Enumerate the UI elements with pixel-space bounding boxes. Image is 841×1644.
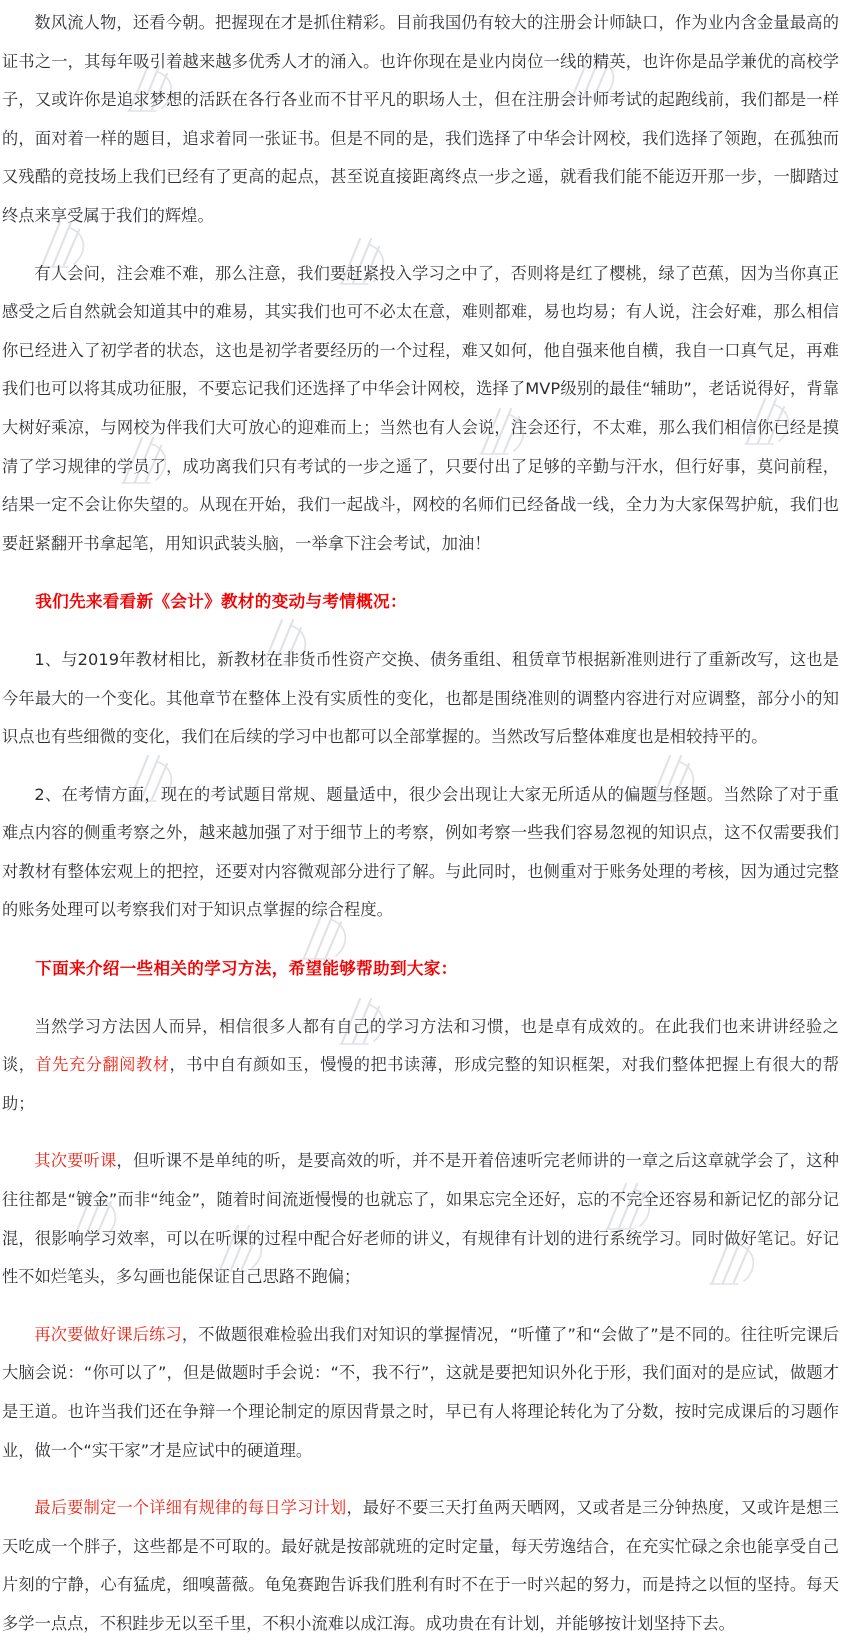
paragraph-method-4-study-plan (2, 1489, 839, 1643)
text-run: ，但听课不是单纯的听，是要高效的听，并不是开着倍速听完老师讲的一章之后这章就学会了，这种往往都是“镀金”而非“纯金”，随着时间流逝慢慢的也就忘了，如果忘完全还好，忘的不完全还容易和新记忆的部分记混，很影响学习效率，可以在听课的过程中配合好老师的讲义，有规律有计划的进行系统学习。同时做好笔记。好记性不如烂笔头，多勾画也能保证自己思路不跑偏； (2, 1151, 839, 1287)
text-run: ，最好不要三天打鱼两天晒网，又或者是三分钟热度，又或许是想三天吃成一个胖子，这些都是不可取的。最好就是按部就班的定时定量，每天劳逸结合，在充实忙碌之余也能享受自己片刻的宁静，心有猛虎，细嗅蔷薇。龟兔赛跑告诉我们胜利有时不在于一时兴起的努力，而是持之以恒的坚持。每天多学一点点，不积跬步无以至千里，不积小流难以成江海。成功贵在有计划，并能够按计划坚持下去。 (2, 1498, 839, 1633)
document-body (2, 4, 839, 1644)
paragraph-intro (2, 4, 839, 236)
text-run: ，书中自有颜如玉，慢慢的把书读薄，形成完整的知识框架，对我们整体把握上有很大的帮助； (2, 1055, 839, 1113)
text-run: ，不做题很难检验出我们对知识的掌握情况，“听懂了”和“会做了”是不同的。往往听完课后大脑会说：“你可以了”，但是做题时手会说：“不，我不行”，这就是要把知识外化于形，我们面对的是应试，做题才是王道。也许当我们还在争辩一个理论制定的原因背景之时，早已有人将理论转化为了分数，按时完成课后的习题作业，做一个“实干家”才是应试中的硬道理。 (2, 1324, 839, 1460)
text-run: 有人会问，注会难不难，那么注意，我们要赶紧投入学习之中了，否则将是红了樱桃，绿了芭蕉，因为当你真正感受之后自然就会知道其中的难易，其实我们也可不必太在意，难则都难，易也均易；有人说，注会好难，那么相信你已经进入了初学者的状态，这也是初学者要经历的一个过程，难又如何，他自强来他自横，我自一口真气足，再难我们也可以将其成功征服，不要忘记我们还选择了中华会计网校，选择了MVP级别的最佳“辅助”，老话说得好，背靠大树好乘凉，与网校为伴我们大可放心的迎难而上；当然也有人会说，注会还行，不太难，那么我们相信你已经是摸清了学习规律的学员了，成功离我们只有考试的一步之遥了，只要付出了足够的辛勤与汗水，但行好事，莫问前程，结果一定不会让你失望的。从现在开始，我们一起战斗，网校的名师们已经备战一线，全力为大家保驾护航，我们也要赶紧翻开书拿起笔，用知识武装头脑，一举拿下注会考试，加油！ (2, 263, 839, 553)
paragraph-point-1 (2, 641, 839, 757)
text-run: 1、与2019年教材相比，新教材在非货币性资产交换、债务重组、租赁章节根据新准则进行了重新改写，这也是今年最大的一个变化。其他章节在整体上没有实质性的变化，也都是围绕准则的调整内容进行对应调整，部分小的知识点也有些细微的变化，我们在后续的学习中也都可以全部掌握的。当然改写后整体难度也是相较持平的。 (2, 649, 839, 747)
paragraph-method-2-listen-class (2, 1142, 839, 1296)
paragraph-method-1-read-textbook (2, 1008, 839, 1124)
paragraph-point-2 (2, 776, 839, 930)
highlighted-phrase: 最后要制定一个详细有规律的每日学习计划 (34, 1498, 347, 1518)
text-run: 当然学习方法因人而异，相信很多人都有自己的学习方法和习惯，也是卓有成效的。在此我们也来讲讲经验之谈， (2, 1016, 839, 1075)
heading-textbook-changes: 我们先来看看新《会计》教材的变动与考情概况： (35, 592, 407, 612)
highlighted-phrase: 首先充分翻阅教材 (35, 1055, 170, 1075)
paragraph-method-3-practice (2, 1316, 839, 1470)
heading-study-methods: 下面来介绍一些相关的学习方法，希望能够帮助到大家： (35, 959, 458, 979)
text-run: 2、在考情方面，现在的考试题目常规、题量适中，很少会出现让大家无所适从的偏题与怪题。当然除了对于重难点内容的侧重考察之外，越来越加强了对于细节上的考察，例如考察一些我们容易忽视的知识点，这不仅需要我们对教材有整体宏观上的把控，还要对内容微观部分进行了解。与此同时，也侧重对于账务处理的考核，因为通过完整的账务处理可以考察我们对于知识点掌握的综合程度。 (2, 784, 839, 920)
highlighted-phrase: 再次要做好课后练习 (34, 1324, 182, 1344)
text-run: 数风流人物，还看今朝。把握现在才是抓住精彩。目前我国仍有较大的注册会计师缺口，作为业内含金量最高的证书之一，其每年吸引着越来越多优秀人才的涌入。也许你现在是业内岗位一线的精英，也许你是品学兼优的高校学子，又或许你是追求梦想的活跃在各行各业而不甘平凡的职场人士，但在注册会计师考试的起跑线前，我们都是一样的，面对着一样的题目，追求着同一张证书。但是不同的是，我们选择了中华会计网校，我们选择了领跑，在孤独而又残酷的竞技场上我们已经有了更高的起点，甚至说直接距离终点一步之遥，就看我们能不能迈开那一步，一脚踏过终点来享受属于我们的辉煌。 (2, 13, 839, 225)
paragraph-is-cpa-hard (2, 255, 839, 564)
highlighted-phrase: 其次要听课 (34, 1151, 117, 1171)
